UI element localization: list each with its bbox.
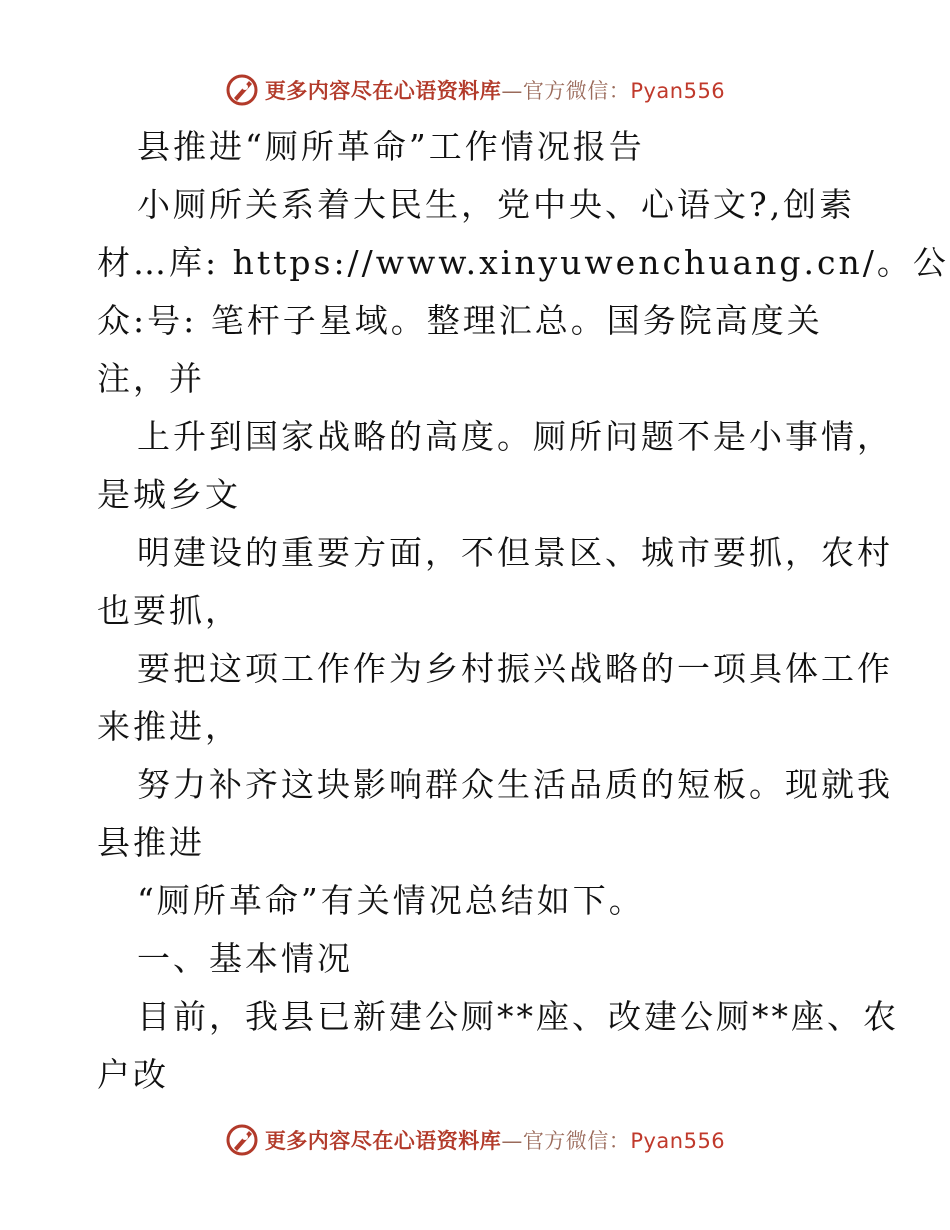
watermark-banner-top bbox=[0, 70, 950, 110]
paragraph-line: 要把这项工作作为乡村振兴战略的一项具体工作 bbox=[137, 649, 893, 688]
watermark-wechat-label: 官方微信： bbox=[522, 79, 631, 103]
watermark-main-text: 更多内容尽在心语资料库 bbox=[264, 1129, 502, 1153]
watermark-banner-bottom bbox=[0, 1120, 950, 1160]
paragraph-line: 明建设的重要方面，不但景区、城市要抓，农村 bbox=[137, 533, 893, 572]
document-body bbox=[97, 118, 949, 1104]
brand-logo-icon bbox=[225, 1123, 259, 1157]
watermark-main-text: 更多内容尽在心语资料库 bbox=[264, 79, 502, 103]
watermark-wechat-label: 官方微信： bbox=[522, 1129, 631, 1153]
section-heading: 一、基本情况 bbox=[137, 939, 353, 978]
paragraph-line: 目前，我县已新建公厕**座、改建公厕**座、农 bbox=[137, 997, 899, 1036]
paragraph-line: 县推进 bbox=[97, 823, 205, 862]
paragraph-line: 上升到国家战略的高度。厕所问题不是小事情， bbox=[137, 417, 893, 456]
paragraph-line: 也要抓， bbox=[97, 591, 241, 630]
watermark-separator: — bbox=[501, 1129, 523, 1153]
paragraph-line: “厕所革命”有关情况总结如下。 bbox=[137, 881, 645, 920]
paragraph-line: 众:号: 笔杆子星域。整理汇总。国务院高度关 bbox=[97, 301, 823, 340]
paragraph-line: 是城乡文 bbox=[97, 475, 241, 514]
paragraph-line: 努力补齐这块影响群众生活品质的短板。现就我 bbox=[137, 765, 893, 804]
watermark-wechat-id: Pyan556 bbox=[630, 1129, 726, 1153]
paragraph-line: 户改 bbox=[97, 1055, 169, 1094]
paragraph-line: 注，并 bbox=[97, 359, 205, 398]
watermark-wechat-id: Pyan556 bbox=[630, 79, 726, 103]
paragraph-line: 小厕所关系着大民生，党中央、心语文?,创素 bbox=[137, 185, 856, 224]
paragraph-line: 来推进， bbox=[97, 707, 241, 746]
brand-logo-icon bbox=[225, 73, 259, 107]
watermark-separator: — bbox=[501, 79, 523, 103]
paragraph-line: 材…库: https://www.xinyuwenchuang.cn/。公 bbox=[97, 243, 949, 282]
document-title: 县推进“厕所革命”工作情况报告 bbox=[137, 127, 645, 166]
